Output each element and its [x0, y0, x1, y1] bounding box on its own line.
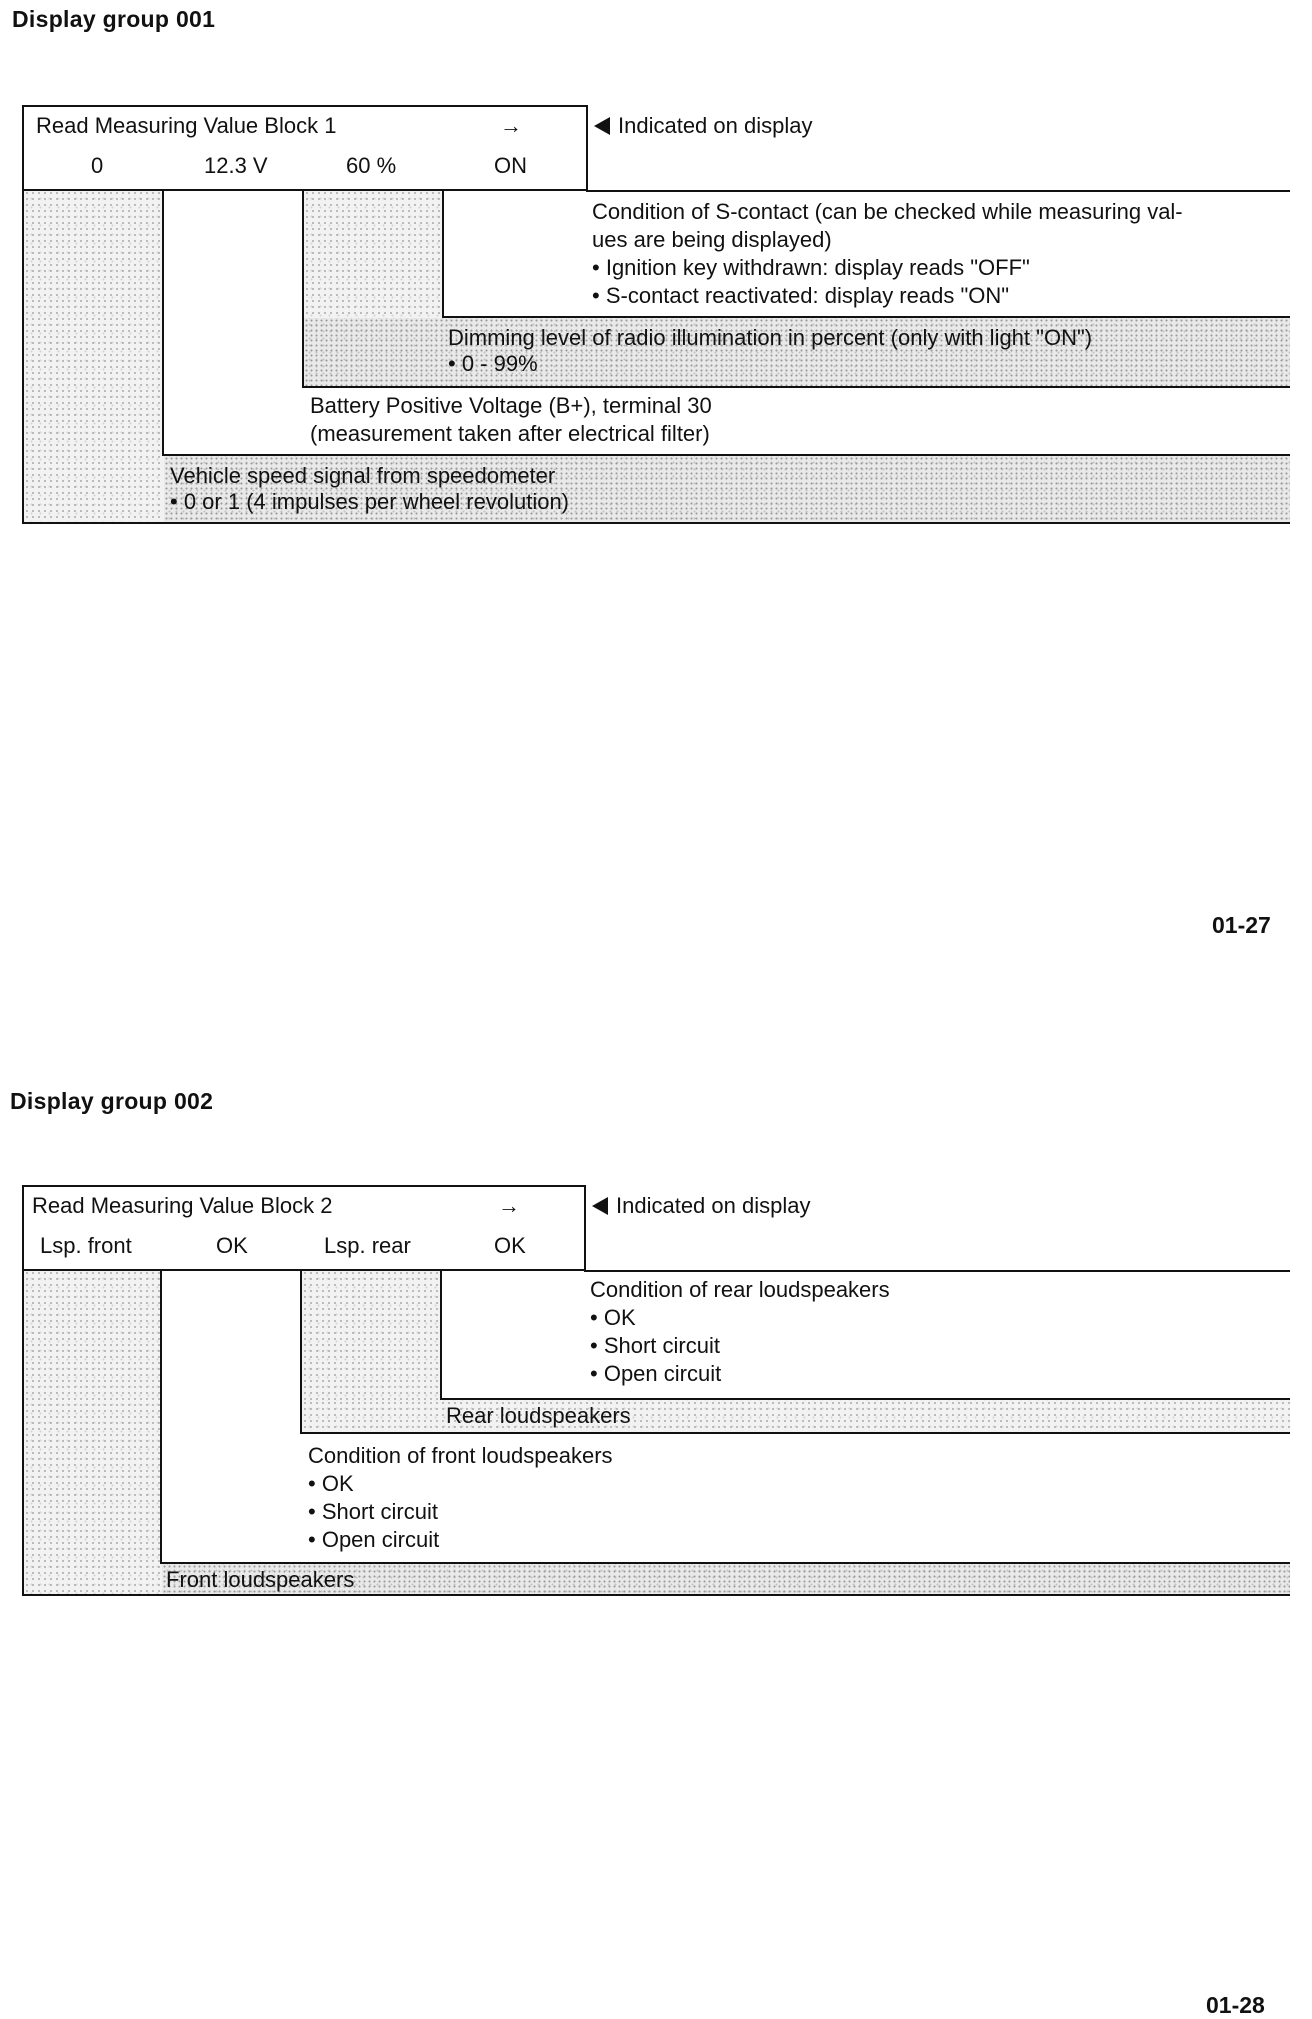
speed-bullet: • 0 or 1 (4 impulses per wheel revolution) [170, 489, 570, 514]
dimming-bullet: • 0 - 99% [448, 351, 538, 376]
pointer-left-icon [594, 117, 610, 135]
scontact-bullet-2: • S-contact reactivated: display reads "ON" [592, 283, 1010, 308]
rear-bullet-2: • Short circuit [590, 1333, 720, 1358]
indicated-text: Indicated on display [618, 113, 813, 138]
battery-line2: (measurement taken after electrical filter) [310, 421, 710, 446]
top-divider [586, 190, 1290, 192]
speed-line1: Vehicle speed signal from speedometer [170, 463, 556, 488]
value-field-3: 60 % [346, 153, 397, 178]
rear-condition-line1: Condition of rear loudspeakers [590, 1277, 890, 1302]
value-field-2: 12.3 V [204, 153, 268, 178]
rear-loudspeakers-label: Rear loudspeakers [446, 1403, 631, 1428]
block-arrow: → [500, 113, 522, 138]
pointer-left-icon [592, 1197, 608, 1215]
battery-line1: Battery Positive Voltage (B+), terminal 30 [310, 393, 712, 418]
page-number-2: 01-28 [1206, 1992, 1265, 2018]
value-field-1: 0 [91, 153, 104, 178]
dimming-line1: Dimming level of radio illumination in percent (only with light "ON") [448, 325, 1093, 350]
scontact-line1: Condition of S-contact (can be checked while measuring val- [592, 199, 1183, 224]
scontact-bullet-1: • Ignition key withdrawn: display reads "OFF" [592, 255, 1030, 280]
indicated-label [594, 112, 812, 140]
indicated-label-2 [592, 1192, 810, 1220]
front-bullet-3: • Open circuit [308, 1527, 440, 1552]
value-field-2-2: OK [216, 1233, 248, 1258]
measuring-block-display-2 [22, 1185, 586, 1271]
front-bullet-1: • OK [308, 1471, 354, 1496]
front-bullet-2: • Short circuit [308, 1499, 438, 1524]
value-field-2-4: OK [494, 1233, 526, 1258]
front-loudspeakers-label: Front loudspeakers [166, 1567, 355, 1592]
value-field-2-1: Lsp. front [40, 1233, 132, 1258]
measuring-block-display [22, 105, 588, 191]
page-number-1: 01-27 [1212, 912, 1271, 938]
front-condition-line1: Condition of front loudspeakers [308, 1443, 613, 1468]
group2-heading: Display group 002 [10, 1088, 214, 1114]
block-title-2: Read Measuring Value Block 2 [32, 1193, 333, 1218]
group1-heading: Display group 001 [12, 6, 216, 32]
value-field-2-3: Lsp. rear [324, 1233, 411, 1258]
block-arrow-2: → [498, 1193, 520, 1218]
rear-bullet-1: • OK [590, 1305, 636, 1330]
value-field-4: ON [494, 153, 527, 178]
scontact-line2: ues are being displayed) [592, 227, 832, 252]
rear-bullet-3: • Open circuit [590, 1361, 722, 1386]
g2-top-divider [584, 1270, 1290, 1272]
indicated-text-2: Indicated on display [616, 1193, 811, 1218]
block-title: Read Measuring Value Block 1 [36, 113, 337, 138]
